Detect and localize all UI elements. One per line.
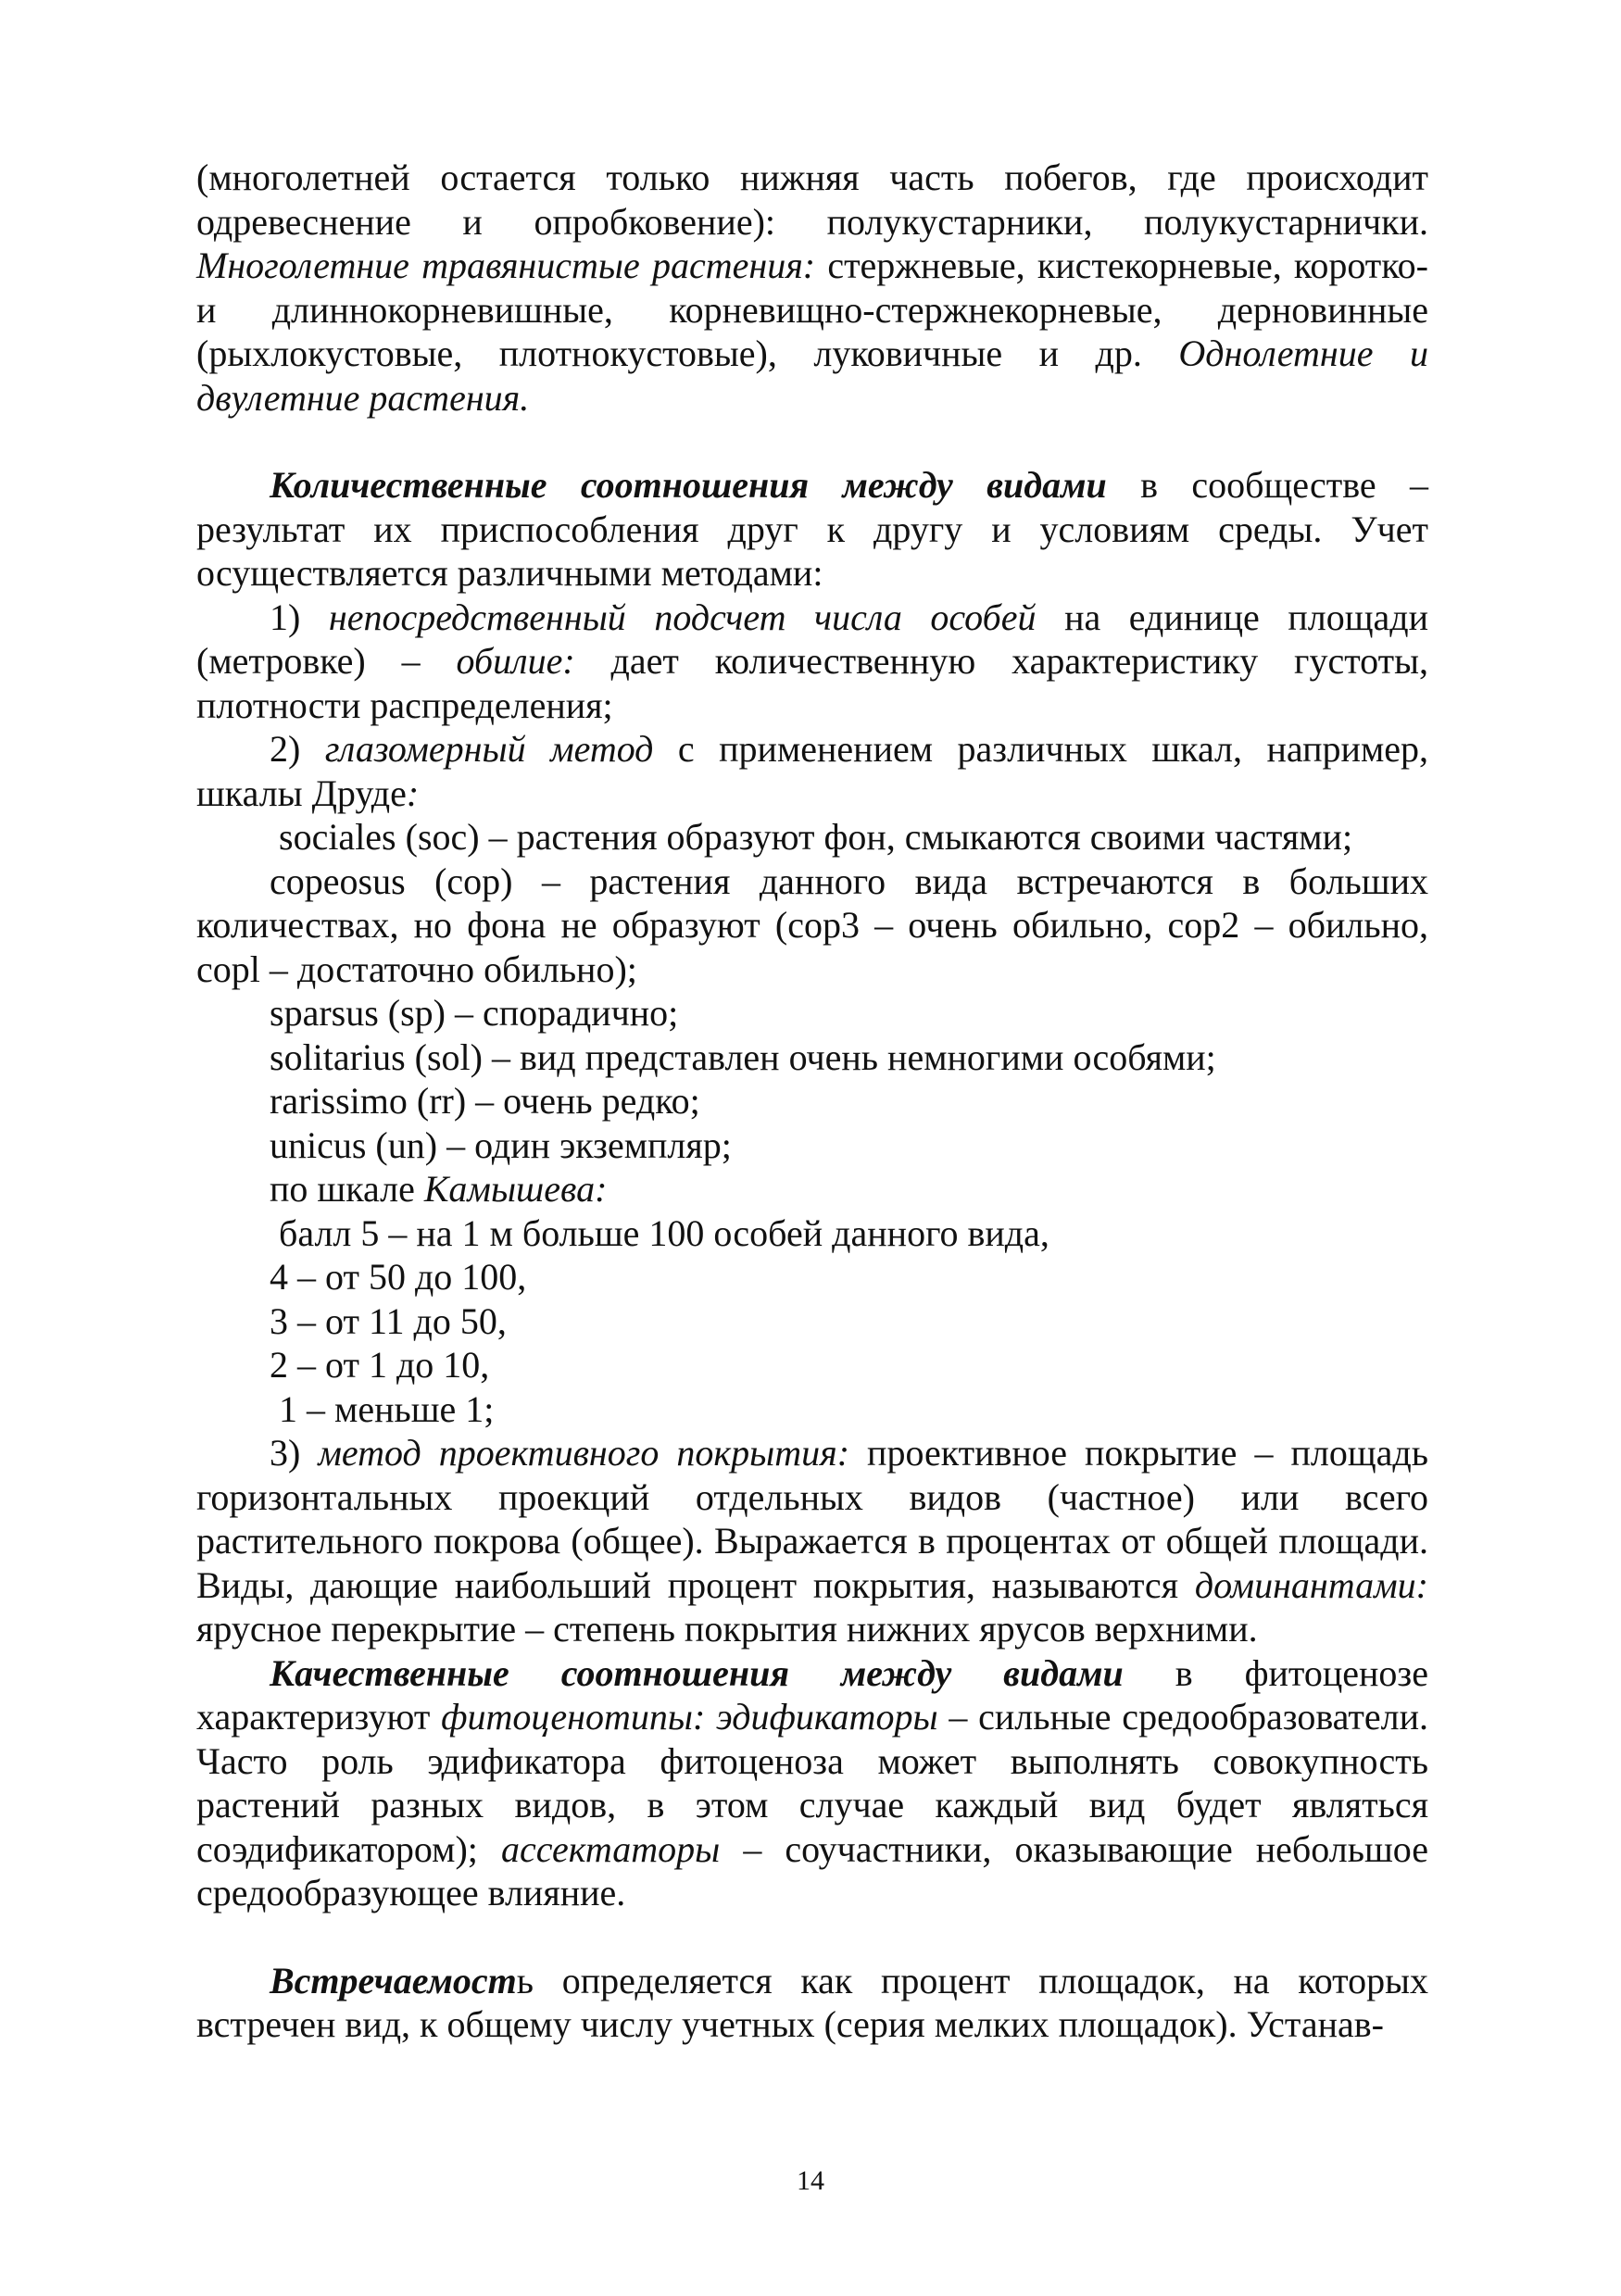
italic-term: фитоценотипы: эдификаторы xyxy=(441,1696,938,1738)
paragraph-occurrence xyxy=(196,1959,1428,2047)
italic-term: глазомерный метод xyxy=(324,728,654,770)
drude-sp: sparsus (sp) – спорадично; xyxy=(270,992,679,1034)
italic-term: метод проективного покрытия: xyxy=(318,1432,850,1474)
italic-term: непосредственный подсчет числа особей xyxy=(328,596,1037,638)
text: с применением различных шкал, например, шкалы Друде xyxy=(196,728,1429,814)
kamyshev-score-2: 2 – от 1 до 10, xyxy=(270,1344,490,1386)
item-number: 3) xyxy=(270,1432,319,1474)
kamyshev-score-5: балл 5 – на 1 м больше 100 особей данного вида, xyxy=(279,1211,1049,1254)
drude-rr: rarissimo (rr) – очень редко; xyxy=(270,1080,700,1122)
italic-term: доминантами: xyxy=(1194,1563,1428,1606)
italic-term: Многолетние травянистые растения: xyxy=(196,245,816,286)
text: – сильные средообразователи. Часто роль эдификатора фитоценоза может выполнять совокупность растений разных видов, в этом случае каждый вид будет являться соэдификатором); xyxy=(196,1696,1428,1870)
kamyshev-score-3: 3 – от 11 до 50, xyxy=(270,1299,507,1342)
italic-term: : xyxy=(406,772,420,814)
italic-term: Камышева: xyxy=(423,1168,608,1210)
item-number: 2) xyxy=(270,728,325,770)
text: (многолетней остается только нижняя часть побегов, где происходит одревеснение и опробковение): полукустарники, полукустарнички. xyxy=(196,157,1428,243)
text: в сообществе – результат их приспособления друг к другу и условиям среды. Учет осуществляется различными методами: xyxy=(196,464,1429,594)
italic-term: ассектаторы xyxy=(500,1827,721,1870)
bold-italic-heading: Встречаемост xyxy=(270,1959,517,2001)
text: на единице площади (метровке) – xyxy=(196,596,1429,682)
bold-italic-heading: Количественные соотношения между видами xyxy=(270,464,1107,506)
paragraph-life-forms xyxy=(196,156,1428,420)
bold-italic-heading: Качественные соотношения между видами xyxy=(270,1651,1124,1694)
paragraph-quantitative xyxy=(196,463,1428,596)
text: проективное покрытие – площадь горизонтальных проекций отдельных видов (частное) или всего растительного покрова (общее). Выражается в процентах от общей площади. Виды, дающие наибольший процент покрытия, называются xyxy=(196,1432,1428,1606)
item-number: 1) xyxy=(270,596,329,638)
text: стержневые, кистекорневые, коротко- и длиннокорневишные, корневищно-стержнекорневые, дерновинные (рыхлокустовые, плотнокустовые), луковичные и др. xyxy=(196,245,1429,374)
italic-term: Однолетние и двулетние растения. xyxy=(196,332,1428,419)
text: по шкале xyxy=(270,1168,424,1210)
item-visual-method xyxy=(196,727,1428,815)
drude-soc: sociales (soc) – растения образуют фон, смыкаются своими частями; xyxy=(279,816,1353,858)
item-direct-count xyxy=(196,596,1428,728)
text: дает количественную характеристику густоты, плотности распределения; xyxy=(196,640,1428,726)
text: определяется как процент площадок, на которых встречен вид, к общему числу учетных (серия мелких площадок). Устанав- xyxy=(196,1959,1428,2045)
kamyshev-score-1: 1 – меньше 1; xyxy=(279,1387,495,1430)
text: в фитоценозе характеризуют xyxy=(196,1651,1428,1738)
kamyshev-score-4: 4 – от 50 до 100, xyxy=(270,1256,527,1298)
text: – соучастники, оказывающие небольшое средообразующее влияние. xyxy=(196,1827,1428,1913)
item-projective-cover xyxy=(196,1431,1428,1651)
italic-term: обилие: xyxy=(456,640,575,682)
kamyshev-scale-label xyxy=(196,1167,1428,1211)
drude-sol: solitarius (sol) – вид представлен очень немногими особями; xyxy=(270,1035,1216,1078)
page-number: 14 xyxy=(797,2165,824,2196)
drude-un: unicus (un) – один экземпляр; xyxy=(270,1123,732,1166)
text: ярусное перекрытие – степень покрытия нижних ярусов верхними. xyxy=(196,1608,1258,1650)
text: ь xyxy=(516,1959,534,2001)
drude-cop: copeosus (cop) – растения данного вида встречаются в больших количествах, но фона не образуют (cop3 – очень обильно, cop2 – обильно, copl – достаточно обильно); xyxy=(196,859,1428,990)
page-body xyxy=(196,156,1428,2047)
paragraph-qualitative xyxy=(196,1651,1428,1915)
